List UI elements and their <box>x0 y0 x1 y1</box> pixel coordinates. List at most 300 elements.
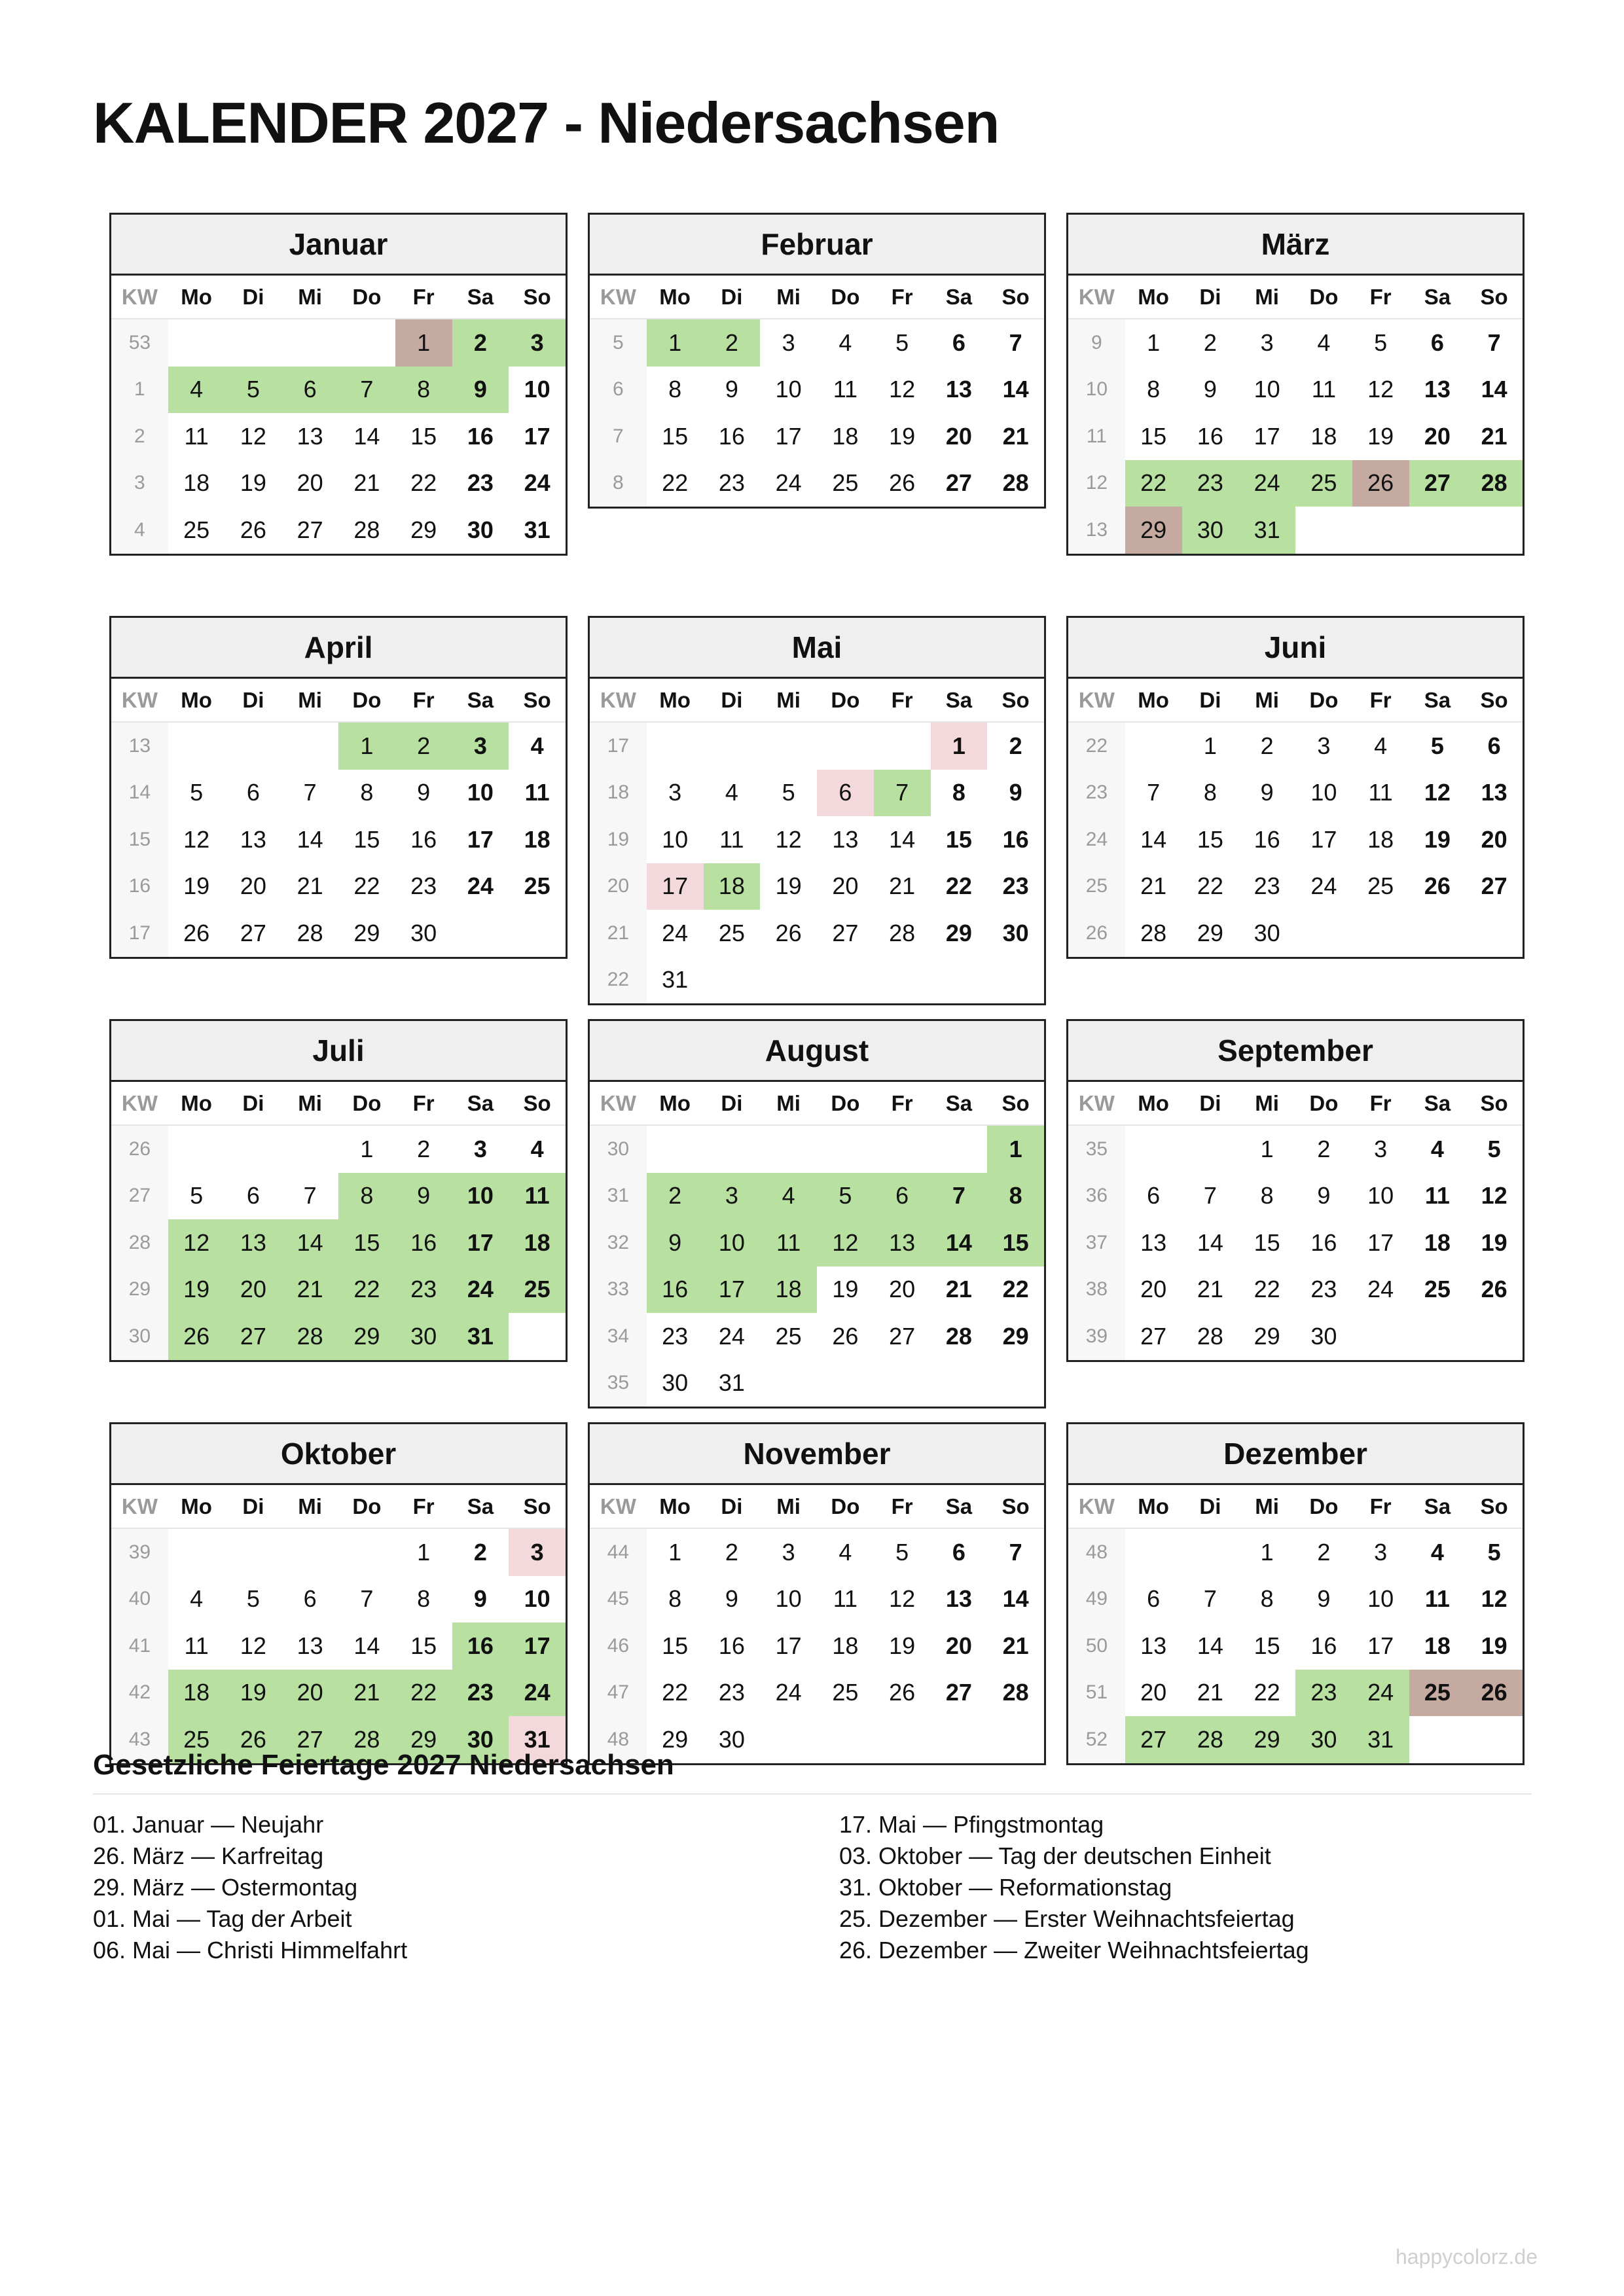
weekday-header: Sa <box>931 679 988 722</box>
empty-day-cell <box>509 910 566 957</box>
month-title: November <box>590 1424 1044 1485</box>
day-cell: 27 <box>1481 872 1507 900</box>
day-cell: 27 <box>889 1322 916 1350</box>
day-cell: 12 <box>240 1632 266 1659</box>
day-cell: 28 <box>945 1322 972 1350</box>
weekday-header: So <box>987 1485 1044 1528</box>
day-cell: 26 <box>183 919 210 946</box>
empty-day-cell <box>1409 910 1466 957</box>
week-row <box>1068 1313 1523 1360</box>
week-row <box>1068 1670 1523 1717</box>
day-cell: 15 <box>662 422 689 450</box>
day-cell: 5 <box>225 367 282 414</box>
day-cell: 17 <box>1254 422 1280 450</box>
day-cell: 5 <box>246 1585 260 1613</box>
weekday-header: Mo <box>168 1485 225 1528</box>
empty-day-cell <box>1466 1313 1523 1360</box>
month-title: Juni <box>1068 618 1523 679</box>
week-number: 3 <box>111 460 168 507</box>
weekday-header: Do <box>817 1485 874 1528</box>
week-row <box>590 1219 1044 1266</box>
day-cell: 4 <box>839 1538 852 1566</box>
day-cell: 21 <box>338 1670 395 1717</box>
month-calendar <box>1066 1019 1525 1362</box>
day-cell: 12 <box>775 825 802 853</box>
day-cell: 3 <box>782 329 795 356</box>
day-cell: 11 <box>1311 376 1337 403</box>
day-cell: 2 <box>725 1538 738 1566</box>
empty-day-cell <box>647 1125 704 1173</box>
weekday-header: Fr <box>395 276 452 319</box>
day-cell: 2 <box>1260 732 1274 759</box>
empty-day-cell <box>874 1360 931 1407</box>
day-cell: 11 <box>1424 1182 1450 1210</box>
weekday-header: Mo <box>647 679 704 722</box>
day-cell: 23 <box>718 1679 745 1706</box>
empty-day-cell <box>704 957 761 1004</box>
empty-day-cell <box>931 1360 988 1407</box>
weekday-header: So <box>509 276 566 319</box>
day-cell: 30 <box>395 1313 452 1360</box>
empty-day-cell <box>225 722 282 770</box>
day-cell: 12 <box>889 1585 916 1613</box>
day-cell: 19 <box>1481 1632 1507 1659</box>
day-cell: 13 <box>874 1219 931 1266</box>
week-number: 50 <box>1068 1623 1125 1670</box>
day-cell: 1 <box>1260 1538 1274 1566</box>
month-calendar <box>588 616 1046 1005</box>
weekday-header-row <box>1068 679 1523 722</box>
weekday-header: Di <box>1182 1485 1239 1528</box>
day-cell: 28 <box>281 1313 338 1360</box>
day-cell: 29 <box>1197 919 1223 946</box>
day-cell: 3 <box>1374 1538 1388 1566</box>
day-cell: 2 <box>647 1173 704 1220</box>
week-row <box>1068 1125 1523 1173</box>
weekday-header: Do <box>338 679 395 722</box>
week-row <box>111 910 566 957</box>
week-number: 20 <box>590 863 647 910</box>
weekday-header: Do <box>817 1082 874 1125</box>
month-table <box>111 1082 566 1360</box>
day-cell: 27 <box>225 1313 282 1360</box>
day-cell: 9 <box>473 1585 487 1613</box>
day-cell: 26 <box>240 516 266 543</box>
month-calendar <box>1066 616 1525 959</box>
month-table <box>1068 1082 1523 1360</box>
day-cell: 6 <box>246 779 260 806</box>
day-cell: 3 <box>1374 1135 1388 1162</box>
day-cell: 2 <box>1203 329 1217 356</box>
week-number: 49 <box>1068 1576 1125 1623</box>
day-cell: 30 <box>1295 1716 1352 1763</box>
day-cell: 20 <box>889 1276 916 1303</box>
day-cell: 13 <box>832 825 859 853</box>
day-cell: 11 <box>760 1219 817 1266</box>
day-cell: 12 <box>1424 779 1451 806</box>
weekday-header: Di <box>225 1485 282 1528</box>
day-cell: 19 <box>1367 422 1394 450</box>
weekday-header-row <box>590 679 1044 722</box>
empty-day-cell <box>704 1125 761 1173</box>
week-row <box>1068 722 1523 770</box>
holiday-section <box>93 1749 1532 1966</box>
day-cell: 20 <box>945 1632 972 1659</box>
week-row <box>1068 1219 1523 1266</box>
day-cell: 22 <box>410 469 437 497</box>
day-cell: 18 <box>832 1632 859 1659</box>
week-number: 25 <box>1068 863 1125 910</box>
day-cell: 13 <box>1140 1632 1167 1659</box>
empty-day-cell <box>168 722 225 770</box>
day-cell: 22 <box>945 872 972 900</box>
weekday-header: Sa <box>452 679 509 722</box>
day-cell: 21 <box>297 872 323 900</box>
day-cell: 23 <box>718 469 745 497</box>
week-row <box>111 1528 566 1576</box>
day-cell: 8 <box>987 1173 1044 1220</box>
day-cell: 9 <box>417 779 431 806</box>
week-row <box>111 1313 566 1360</box>
week-number: 7 <box>590 413 647 460</box>
day-cell: 24 <box>524 469 550 497</box>
day-cell: 7 <box>1009 1538 1022 1566</box>
empty-day-cell <box>931 1125 988 1173</box>
day-cell: 8 <box>668 376 682 403</box>
day-cell: 4 <box>1317 329 1331 356</box>
day-cell: 12 <box>240 422 266 450</box>
day-cell: 25 <box>524 872 550 900</box>
day-cell: 24 <box>1310 872 1337 900</box>
day-cell: 10 <box>452 1173 509 1220</box>
day-cell: 29 <box>662 1725 689 1753</box>
day-cell: 10 <box>662 825 689 853</box>
day-cell: 16 <box>467 422 494 450</box>
day-cell: 13 <box>297 422 323 450</box>
week-number: 16 <box>111 863 168 910</box>
day-cell: 18 <box>1424 1229 1451 1256</box>
day-cell: 19 <box>240 469 266 497</box>
week-number: 5 <box>590 319 647 367</box>
weekday-header: Do <box>817 276 874 319</box>
weekday-header: Sa <box>452 1485 509 1528</box>
day-cell: 19 <box>775 872 802 900</box>
week-row <box>1068 413 1523 460</box>
week-number-header: KW <box>590 1082 647 1125</box>
day-cell: 18 <box>524 825 550 853</box>
weekday-header: Do <box>1295 679 1352 722</box>
day-cell: 9 <box>395 1173 452 1220</box>
day-cell: 7 <box>360 1585 374 1613</box>
day-cell: 15 <box>1197 825 1223 853</box>
week-row <box>111 1219 566 1266</box>
weekday-header: Mo <box>168 276 225 319</box>
day-cell: 15 <box>945 825 972 853</box>
day-cell: 3 <box>782 1538 795 1566</box>
day-cell: 6 <box>303 1585 317 1613</box>
weekday-header: Sa <box>1409 679 1466 722</box>
empty-day-cell <box>1125 1528 1182 1576</box>
week-row <box>590 1266 1044 1314</box>
day-cell: 26 <box>1352 460 1409 507</box>
weekday-header: Mi <box>1238 1485 1295 1528</box>
day-cell: 18 <box>832 422 859 450</box>
empty-day-cell <box>1295 507 1352 554</box>
week-row <box>1068 367 1523 414</box>
empty-day-cell <box>760 957 817 1004</box>
day-cell: 14 <box>1140 825 1167 853</box>
day-cell: 12 <box>168 1219 225 1266</box>
month-title: Mai <box>590 618 1044 679</box>
holiday-item: 29. März — Ostermontag <box>93 1874 358 1901</box>
day-cell: 17 <box>452 1219 509 1266</box>
day-cell: 21 <box>945 1276 972 1303</box>
week-number-header: KW <box>111 679 168 722</box>
day-cell: 15 <box>338 1219 395 1266</box>
weekday-header: So <box>1466 1485 1523 1528</box>
day-cell: 27 <box>1125 1716 1182 1763</box>
day-cell: 10 <box>1254 376 1280 403</box>
day-cell: 9 <box>1009 779 1022 806</box>
empty-day-cell <box>225 319 282 367</box>
day-cell: 22 <box>1254 1679 1280 1706</box>
empty-day-cell <box>509 1313 566 1360</box>
day-cell: 25 <box>775 1322 802 1350</box>
empty-day-cell <box>1409 507 1466 554</box>
day-cell: 10 <box>775 376 802 403</box>
day-cell: 14 <box>353 1632 380 1659</box>
day-cell: 16 <box>410 825 437 853</box>
weekday-header: Mi <box>760 679 817 722</box>
day-cell: 6 <box>1147 1585 1161 1613</box>
week-number: 29 <box>111 1266 168 1314</box>
day-cell: 16 <box>1002 825 1029 853</box>
month-title: April <box>111 618 566 679</box>
day-cell: 20 <box>1481 825 1507 853</box>
day-cell: 22 <box>1197 872 1223 900</box>
weekday-header-row <box>1068 1082 1523 1125</box>
day-cell: 27 <box>281 1716 338 1763</box>
day-cell: 6 <box>1487 732 1501 759</box>
day-cell: 27 <box>945 469 972 497</box>
week-number: 51 <box>1068 1670 1125 1717</box>
day-cell: 7 <box>1009 329 1022 356</box>
day-cell: 5 <box>895 1538 909 1566</box>
week-row <box>590 770 1044 817</box>
day-cell: 29 <box>353 919 380 946</box>
month-title: August <box>590 1021 1044 1082</box>
day-cell: 31 <box>1352 1716 1409 1763</box>
empty-day-cell <box>281 1528 338 1576</box>
day-cell: 8 <box>668 1585 682 1613</box>
weekday-header: So <box>509 679 566 722</box>
day-cell: 2 <box>704 319 761 367</box>
day-cell: 4 <box>168 367 225 414</box>
day-cell: 19 <box>168 1266 225 1314</box>
day-cell: 14 <box>1197 1229 1223 1256</box>
day-cell: 17 <box>509 1623 566 1670</box>
day-cell: 23 <box>1295 1670 1352 1717</box>
month-table <box>590 1485 1044 1763</box>
day-cell: 27 <box>240 919 266 946</box>
day-cell: 16 <box>647 1266 704 1314</box>
day-cell: 1 <box>987 1125 1044 1173</box>
week-number: 38 <box>1068 1266 1125 1314</box>
day-cell: 11 <box>184 1632 209 1659</box>
weekday-header: Fr <box>1352 1485 1409 1528</box>
day-cell: 2 <box>1317 1538 1331 1566</box>
weekday-header: Mi <box>760 276 817 319</box>
day-cell: 26 <box>1466 1670 1523 1717</box>
week-number: 23 <box>1068 770 1125 817</box>
weekday-header-row <box>1068 1485 1523 1528</box>
weekday-header: Do <box>1295 1082 1352 1125</box>
day-cell: 28 <box>1002 1679 1029 1706</box>
empty-day-cell <box>1409 1313 1466 1360</box>
week-row <box>111 507 566 554</box>
week-row <box>1068 910 1523 957</box>
day-cell: 11 <box>524 779 550 806</box>
weekday-header-row <box>111 679 566 722</box>
empty-day-cell <box>168 1125 225 1173</box>
day-cell: 13 <box>1140 1229 1167 1256</box>
day-cell: 22 <box>338 1266 395 1314</box>
day-cell: 29 <box>395 1716 452 1763</box>
day-cell: 19 <box>832 1276 859 1303</box>
day-cell: 2 <box>417 1135 431 1162</box>
day-cell: 20 <box>832 872 859 900</box>
day-cell: 1 <box>1203 732 1217 759</box>
day-cell: 3 <box>509 1528 566 1576</box>
weekday-header: Di <box>1182 679 1239 722</box>
day-cell: 17 <box>524 422 550 450</box>
day-cell: 24 <box>509 1670 566 1717</box>
day-cell: 28 <box>1466 460 1523 507</box>
day-cell: 28 <box>338 1716 395 1763</box>
weekday-header: So <box>1466 679 1523 722</box>
week-row <box>111 460 566 507</box>
day-cell: 21 <box>1197 1276 1223 1303</box>
day-cell: 30 <box>718 1725 745 1753</box>
weekday-header: Mo <box>1125 276 1182 319</box>
weekday-header: So <box>1466 276 1523 319</box>
day-cell: 12 <box>1481 1585 1507 1613</box>
day-cell: 19 <box>183 872 210 900</box>
day-cell: 16 <box>1254 825 1280 853</box>
day-cell: 23 <box>452 1670 509 1717</box>
weekday-header-row <box>590 1082 1044 1125</box>
day-cell: 25 <box>832 1679 859 1706</box>
week-number: 26 <box>111 1125 168 1173</box>
weekday-header: Di <box>704 679 761 722</box>
day-cell: 27 <box>297 516 323 543</box>
weekday-header-row <box>111 276 566 319</box>
day-cell: 29 <box>945 919 972 946</box>
weekday-header: Sa <box>452 1082 509 1125</box>
weekday-header: Mi <box>281 1485 338 1528</box>
empty-day-cell <box>1466 507 1523 554</box>
holiday-item: 06. Mai — Christi Himmelfahrt <box>93 1937 408 1964</box>
weekday-header: Sa <box>931 1485 988 1528</box>
week-number: 35 <box>590 1360 647 1407</box>
day-cell: 22 <box>662 469 689 497</box>
day-cell: 28 <box>1182 1716 1239 1763</box>
day-cell: 19 <box>225 1670 282 1717</box>
week-number-header: KW <box>111 276 168 319</box>
week-row <box>590 722 1044 770</box>
week-row <box>111 1670 566 1717</box>
day-cell: 23 <box>1002 872 1029 900</box>
day-cell: 21 <box>889 872 916 900</box>
day-cell: 24 <box>1367 1276 1394 1303</box>
week-row <box>1068 460 1523 507</box>
day-cell: 22 <box>1002 1276 1029 1303</box>
day-cell: 16 <box>718 422 745 450</box>
week-row <box>1068 1173 1523 1220</box>
day-cell: 3 <box>668 779 682 806</box>
weekday-header: Do <box>1295 276 1352 319</box>
weekday-header: Do <box>338 1082 395 1125</box>
week-row <box>590 1623 1044 1670</box>
day-cell: 24 <box>1352 1670 1409 1717</box>
day-cell: 29 <box>1002 1322 1029 1350</box>
day-cell: 20 <box>1140 1276 1167 1303</box>
day-cell: 21 <box>1002 422 1029 450</box>
empty-day-cell <box>1352 1313 1409 1360</box>
week-number-header: KW <box>111 1082 168 1125</box>
week-row <box>111 1173 566 1220</box>
week-number: 21 <box>590 910 647 957</box>
month-table <box>111 276 566 554</box>
day-cell: 26 <box>1424 872 1451 900</box>
day-cell: 7 <box>1203 1585 1217 1613</box>
weekday-header: Do <box>338 1485 395 1528</box>
day-cell: 8 <box>1203 779 1217 806</box>
week-number: 28 <box>111 1219 168 1266</box>
day-cell: 5 <box>190 1182 204 1210</box>
week-number: 12 <box>1068 460 1125 507</box>
day-cell: 14 <box>889 825 916 853</box>
week-number: 2 <box>111 413 168 460</box>
weekday-header: Sa <box>452 276 509 319</box>
month-title: Oktober <box>111 1424 566 1485</box>
day-cell: 16 <box>718 1632 745 1659</box>
weekday-header: So <box>987 276 1044 319</box>
weekday-header: Sa <box>1409 1082 1466 1125</box>
day-cell: 24 <box>1238 460 1295 507</box>
holiday-list-left <box>93 1809 839 1966</box>
weekday-header: Mo <box>1125 1082 1182 1125</box>
day-cell: 5 <box>1374 329 1388 356</box>
day-cell: 13 <box>240 825 266 853</box>
week-number: 17 <box>590 722 647 770</box>
day-cell: 17 <box>467 825 494 853</box>
week-number: 18 <box>590 770 647 817</box>
weekday-header: Mo <box>1125 679 1182 722</box>
week-row <box>1068 1576 1523 1623</box>
day-cell: 26 <box>225 1716 282 1763</box>
day-cell: 31 <box>1238 507 1295 554</box>
week-number: 31 <box>590 1173 647 1220</box>
day-cell: 12 <box>1481 1182 1507 1210</box>
day-cell: 19 <box>1481 1229 1507 1256</box>
day-cell: 20 <box>225 1266 282 1314</box>
week-number: 33 <box>590 1266 647 1314</box>
weekday-header: Do <box>338 276 395 319</box>
week-number: 41 <box>111 1623 168 1670</box>
day-cell: 1 <box>1147 329 1161 356</box>
holiday-item: 26. Dezember — Zweiter Weihnachtsfeiertag <box>839 1937 1309 1964</box>
